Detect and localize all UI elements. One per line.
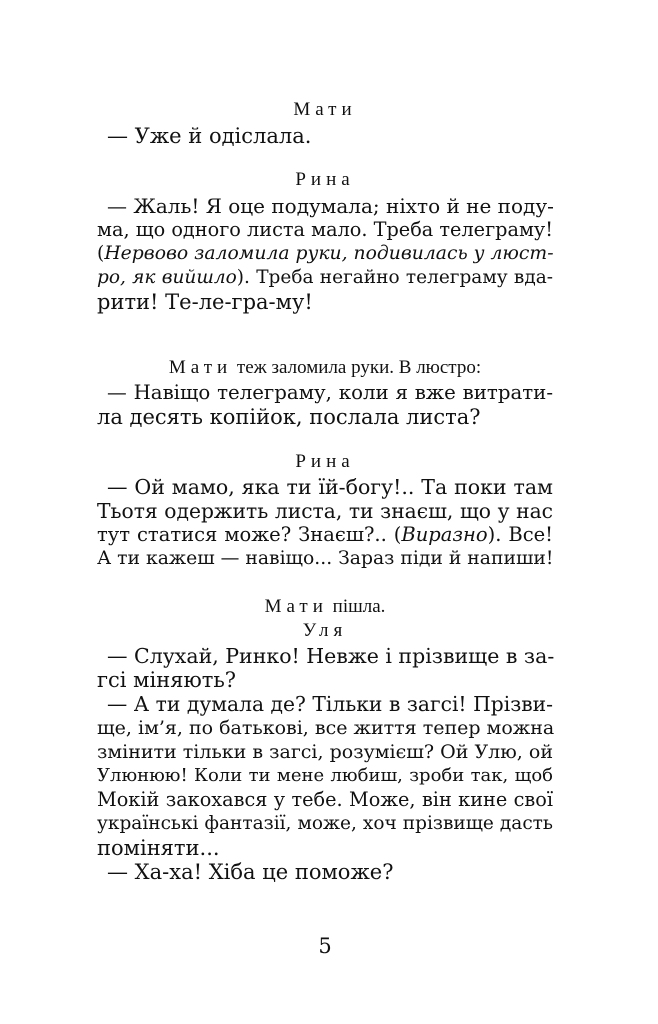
- dialogue-line: ро, як вийшло). Треба негайно телеграму вда-: [97, 267, 553, 288]
- dialogue-line: українські фантазії, може, хоч прізвище дасть: [97, 813, 553, 834]
- book-page: [97, 0, 553, 1024]
- dialogue-line: Мокій закохався у тебе. Може, він кине свої: [97, 788, 553, 811]
- stage-direction: Мати пішла.: [264, 596, 386, 617]
- dialogue-line: — Уже й одіслала.: [107, 124, 312, 148]
- dialogue-line: — Жаль! Я оце подумала; ніхто й не поду-: [107, 194, 554, 218]
- stage-direction: Мати теж заломила руки. В люстро:: [168, 357, 482, 378]
- dialogue-line: тут статися може? Знаєш?.. (Виразно). Все!: [97, 523, 553, 546]
- dialogue-line: ла десять копійок, послала листа?: [97, 405, 481, 429]
- dialogue-line: змінити тільки в загсі, розумієш? Ой Улю, ой: [97, 741, 553, 763]
- dialogue-line: — Ха-ха! Хіба це поможе?: [107, 860, 394, 884]
- speaker-ryna: Рина: [295, 451, 355, 472]
- dialogue-line: Тьотя одержить листа, ти знаєш, що у нас: [97, 499, 553, 523]
- dialogue-line: — Навіщо телеграму, коли я вже витрати-: [107, 381, 553, 404]
- dialogue-line: — Ой мамо, яка ти їй-богу!.. Та поки там: [107, 475, 553, 499]
- dialogue-line: ма, що одного листа мало. Треба телеграму!: [97, 218, 553, 241]
- dialogue-line: Улюнюю! Коли ти мене любиш, зроби так, щоб: [97, 765, 553, 786]
- dialogue-line: ще, ім’я, по батькові, все життя тепер можна: [97, 717, 555, 739]
- speaker-ulia: Уля: [302, 620, 348, 641]
- dialogue-line: — Слухай, Ринко! Невже і прізвище в за-: [107, 644, 555, 668]
- stage-direction-italic: Нервово заломила руки, подивилась у люст-: [104, 243, 554, 264]
- dialogue-line: рити! Те-ле-гра-му!: [97, 290, 313, 314]
- stage-direction-italic: ро, як вийшло: [97, 267, 237, 288]
- speaker-mati: Мати: [293, 99, 357, 120]
- page-number: 5: [318, 934, 332, 958]
- dialogue-line: А ти кажеш — навіщо... Зараз піди й напиши!: [97, 548, 554, 569]
- speaker-ryna: Рина: [295, 169, 355, 190]
- stage-direction-italic: Виразно: [401, 523, 488, 546]
- dialogue-line: (Нервово заломила руки, подивилась у люст-: [97, 243, 554, 264]
- dialogue-line: поміняти...: [97, 836, 220, 860]
- dialogue-line: — А ти думала де? Тільки в загсі! Прізви-: [107, 692, 553, 716]
- dialogue-line: гсі міняють?: [97, 668, 237, 692]
